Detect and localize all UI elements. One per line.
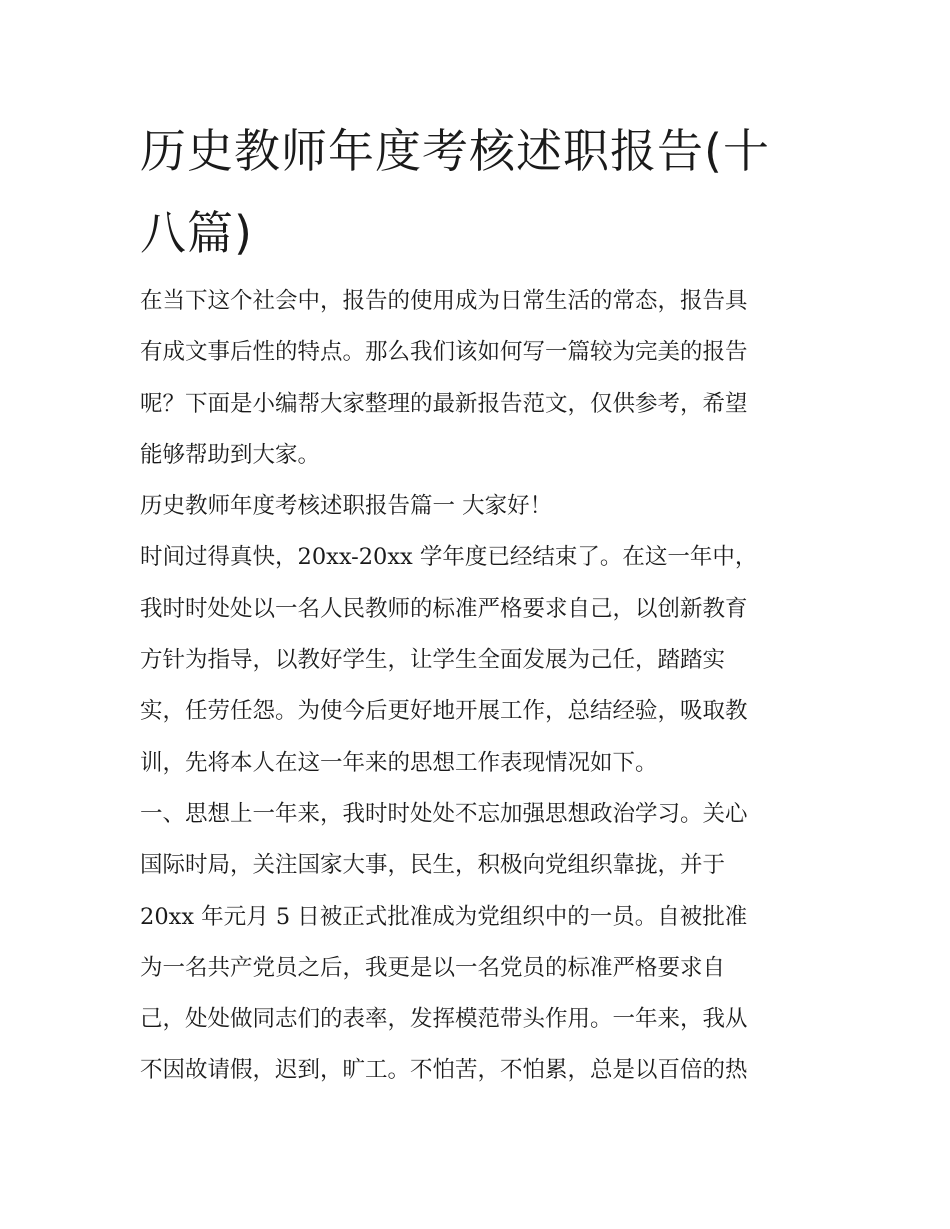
body-line: 能够帮助到大家。 bbox=[140, 441, 321, 468]
body-line: 时间过得真快，20xx-20xx 学年度已经结束了。在这一年中， bbox=[140, 544, 758, 571]
body-line: 一、思想上一年来，我时时处处不忘加强思想政治学习。关心 bbox=[140, 800, 748, 827]
body-line: 实，任劳任怨。为使今后更好地开展工作，总结经验，吸取教 bbox=[140, 698, 748, 725]
body-line: 我时时处处以一名人民教师的标准严格要求自己，以创新教育 bbox=[140, 595, 748, 622]
body-line: 训，先将本人在这一年来的思想工作表现情况如下。 bbox=[140, 749, 658, 776]
body-line: 在当下这个社会中，报告的使用成为日常生活的常态，报告具 bbox=[140, 288, 748, 314]
body-line: 20xx 年元月 5 日被正式批准成为党组织中的一员。自被批准 bbox=[140, 903, 748, 930]
body-line: 不因故请假，迟到，旷工。不怕苦，不怕累，总是以百倍的热 bbox=[140, 1057, 748, 1084]
body-line: 国际时局，关注国家大事，民生，积极向党组织靠拢，并于 bbox=[140, 852, 726, 879]
body-line: 己，处处做同志们的表率，发挥模范带头作用。一年来，我从 bbox=[140, 1006, 748, 1033]
body-line: 呢？下面是小编帮大家整理的最新报告范文，仅供参考，希望 bbox=[140, 390, 748, 417]
document-body bbox=[140, 276, 820, 1097]
document-title bbox=[140, 110, 830, 274]
body-line: 为一名共产党员之后，我更是以一名党员的标准严格要求自 bbox=[140, 954, 726, 981]
body-line: 方针为指导，以教好学生，让学生全面发展为己任，踏踏实 bbox=[140, 647, 726, 674]
title-line-2: 八篇) bbox=[140, 206, 253, 260]
title-line-1: 历史教师年度考核述职报告(十 bbox=[140, 124, 770, 178]
section-heading-line: 历史教师年度考核述职报告篇一 大家好！ bbox=[140, 493, 553, 520]
body-line: 有成文事后性的特点。那么我们该如何写一篇较为完美的报告 bbox=[140, 339, 748, 366]
